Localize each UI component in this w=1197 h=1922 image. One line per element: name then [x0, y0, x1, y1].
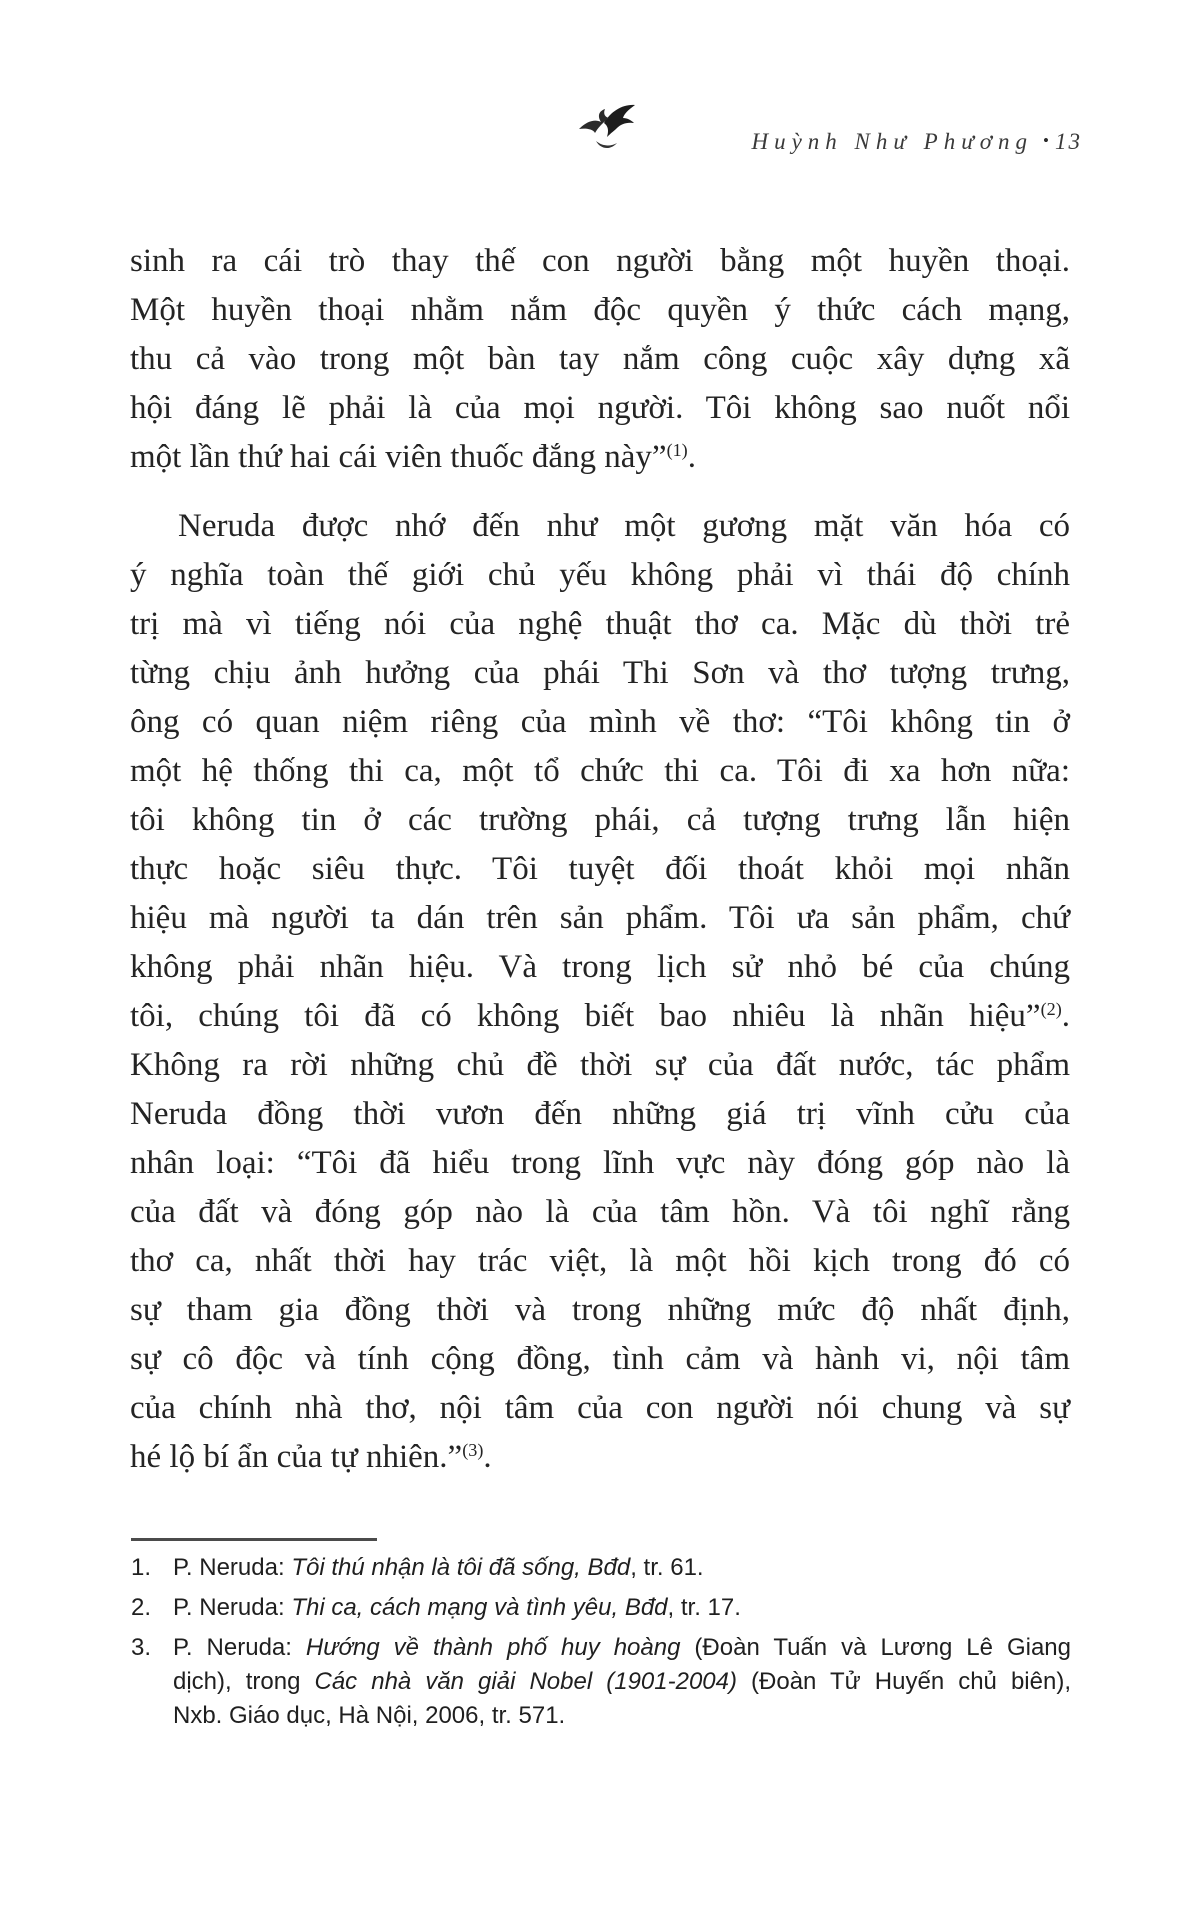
header-page-number: 13: [1055, 129, 1082, 154]
header-author: Huỳnh Như Phương: [751, 129, 1034, 154]
paragraph: [130, 502, 1070, 1482]
text-line: ý nghĩa toàn thế giới chủ yếu không phải vì thái độ chính: [130, 557, 1070, 593]
text-line: hội đáng lẽ phải là của mọi người. Tôi không sao nuốt nổi: [130, 390, 1070, 426]
text-line: thơ ca, nhất thời hay trác việt, là một hồi kịch trong đó có: [130, 1243, 1070, 1279]
text-line: từng chịu ảnh hưởng của phái Thi Sơn và thơ tượng trưng,: [130, 655, 1070, 691]
text-line: thực hoặc siêu thực. Tôi tuyệt đối thoát khỏi mọi nhãn: [130, 851, 1070, 887]
footnote-reference: (1): [666, 440, 688, 461]
footnote-number: 2.: [131, 1594, 152, 1621]
text-line: của chính nhà thơ, nội tâm của con người nói chung và sự: [130, 1390, 1070, 1426]
footnote-line: dịch), trong Các nhà văn giải Nobel (1901-2004) (Đoàn Tử Huyến chủ biên),: [173, 1668, 1071, 1695]
footnotes: [131, 1551, 1071, 1739]
footnote-line: P. Neruda: Hướng về thành phố huy hoàng (Đoàn Tuấn và Lương Lê Giang: [173, 1634, 1072, 1661]
footnote-text: [173, 1551, 1071, 1585]
text-line: Không ra rời những chủ đề thời sự của đất nước, tác phẩm: [130, 1047, 1070, 1083]
paragraph: [130, 237, 1070, 482]
text-line: Neruda đồng thời vươn đến những giá trị vĩnh cửu của: [130, 1096, 1070, 1132]
text-line: ông có quan niệm riêng của mình về thơ: “Tôi không tin ở: [130, 704, 1070, 740]
text-line: nhân loại: “Tôi đã hiểu trong lĩnh vực này đóng góp nào là: [130, 1145, 1070, 1181]
footnote-line: P. Neruda: Thi ca, cách mạng và tình yêu, Bđd, tr. 17.: [173, 1594, 741, 1621]
text-line: Neruda được nhớ đến như một gương mặt văn hóa có: [178, 508, 1070, 544]
text-line: tôi, chúng tôi đã có không biết bao nhiêu là nhãn hiệu”$^{(2)}$.: [130, 998, 1070, 1034]
footnote-line: P. Neruda: Tôi thú nhận là tôi đã sống, Bđd, tr. 61.: [173, 1554, 704, 1581]
footnote-text: [173, 1631, 1071, 1733]
footnote-number: 1.: [131, 1554, 152, 1581]
text-line: trị mà vì tiếng nói của nghệ thuật thơ ca. Mặc dù thời trẻ: [130, 606, 1070, 642]
footnote-item: [131, 1631, 1071, 1733]
footnote-separator: [131, 1538, 377, 1541]
footnote-text: [173, 1591, 1071, 1625]
text-line: thu cả vào trong một bàn tay nắm công cuộc xây dựng xã: [130, 341, 1070, 377]
text-line: một lần thứ hai cái viên thuốc đắng này”$^{(1)}$.: [130, 439, 696, 475]
text-line: một hệ thống thi ca, một tổ chức thi ca. Tôi đi xa hơn nữa:: [130, 753, 1070, 789]
italic-title: Hướng về thành phố huy hoàng: [305, 1634, 681, 1661]
footnote-line: Nxb. Giáo dục, Hà Nội, 2006, tr. 571.: [173, 1702, 566, 1729]
running-header: [560, 126, 1082, 157]
text-line: hiệu mà người ta dán trên sản phẩm. Tôi ưa sản phẩm, chứ: [130, 900, 1070, 936]
footnote-number: 3.: [131, 1634, 152, 1661]
text-line: sinh ra cái trò thay thế con người bằng một huyền thoại.: [130, 243, 1070, 279]
text-line: tôi không tin ở các trường phái, cả tượng trưng lẫn hiện: [130, 802, 1070, 838]
text-line: sự cô độc và tính cộng đồng, tình cảm và hành vi, nội tâm: [130, 1341, 1070, 1377]
footnote-item: [131, 1551, 1071, 1585]
footnote-reference: (3): [462, 1440, 484, 1461]
header-bullet: •: [1043, 131, 1049, 150]
text-line: Một huyền thoại nhằm nắm độc quyền ý thức cách mạng,: [130, 292, 1070, 328]
text-line: của đất và đóng góp nào là của tâm hồn. Và tôi nghĩ rằng: [130, 1194, 1070, 1230]
footnote-reference: (2): [1040, 999, 1062, 1020]
text-line: không phải nhãn hiệu. Và trong lịch sử nhỏ bé của chúng: [130, 949, 1070, 985]
italic-title: Các nhà văn giải Nobel (1901-2004): [314, 1668, 737, 1695]
text-line: hé lộ bí ẩn của tự nhiên.”$^{(3)}$.: [130, 1439, 492, 1475]
body-text: [130, 237, 1070, 1482]
italic-title: Tôi thú nhận là tôi đã sống, Bđd: [291, 1554, 631, 1581]
italic-title: Thi ca, cách mạng và tình yêu, Bđd: [291, 1594, 668, 1621]
footnote-item: [131, 1591, 1071, 1625]
text-line: sự tham gia đồng thời và trong những mức độ nhất định,: [130, 1292, 1070, 1328]
